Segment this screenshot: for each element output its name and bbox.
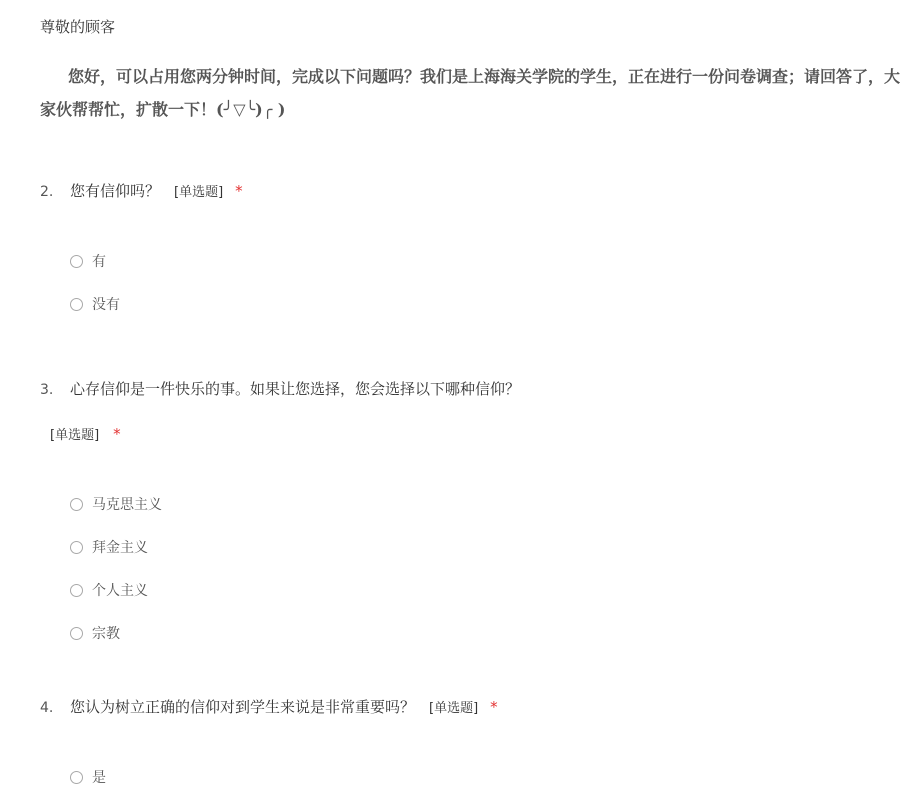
radio-button[interactable] [70, 627, 83, 640]
radio-button[interactable] [70, 255, 83, 268]
question-number: 4. [40, 700, 54, 716]
greeting-text: 尊敬的顾客 [40, 18, 116, 36]
option-label: 拜金主义 [92, 540, 148, 556]
option-label: 马克思主义 [92, 497, 162, 513]
question-3 [40, 378, 520, 399]
option-label: 有 [92, 254, 106, 270]
question-4 [40, 696, 498, 717]
radio-button[interactable] [70, 584, 83, 597]
required-marker: * [490, 698, 498, 716]
radio-button[interactable] [70, 541, 83, 554]
radio-button[interactable] [70, 298, 83, 311]
option-meiyou[interactable] [70, 294, 120, 314]
option-label: 没有 [92, 297, 120, 313]
question-title: 心存信仰是一件快乐的事。如果让您选择，您会选择以下哪种信仰？ [70, 380, 521, 398]
survey-intro: 您好，可以占用您两分钟时间，完成以下问题吗？我们是上海海关学院的学生，正在进行一份问卷调查；请回答了，大家伙帮帮忙，扩散一下！(╯▽╰)╭ ) [40, 67, 900, 119]
question-number: 2. [40, 184, 54, 200]
question-type-badge: [单选题] [429, 701, 479, 716]
question-2 [40, 180, 243, 201]
question-3-type-line [50, 424, 121, 443]
radio-button[interactable] [70, 771, 83, 784]
option-individualism[interactable] [70, 580, 148, 600]
question-title: 您有信仰吗？ [70, 182, 161, 200]
question-type-badge: [单选题] [174, 185, 224, 200]
required-marker: * [235, 182, 243, 200]
option-mammonism[interactable] [70, 537, 148, 557]
question-title: 您认为树立正确的信仰对到学生来说是非常重要吗？ [70, 698, 416, 716]
option-religion[interactable] [70, 623, 120, 643]
option-shi[interactable] [70, 767, 106, 787]
radio-button[interactable] [70, 498, 83, 511]
option-marxism[interactable] [70, 494, 162, 514]
option-label: 宗教 [92, 626, 120, 642]
question-number: 3. [40, 382, 54, 398]
required-marker: * [113, 425, 121, 443]
question-type-badge: [单选题] [50, 428, 100, 443]
option-label: 是 [92, 770, 106, 786]
option-label: 个人主义 [92, 583, 148, 599]
option-you[interactable] [70, 251, 106, 271]
